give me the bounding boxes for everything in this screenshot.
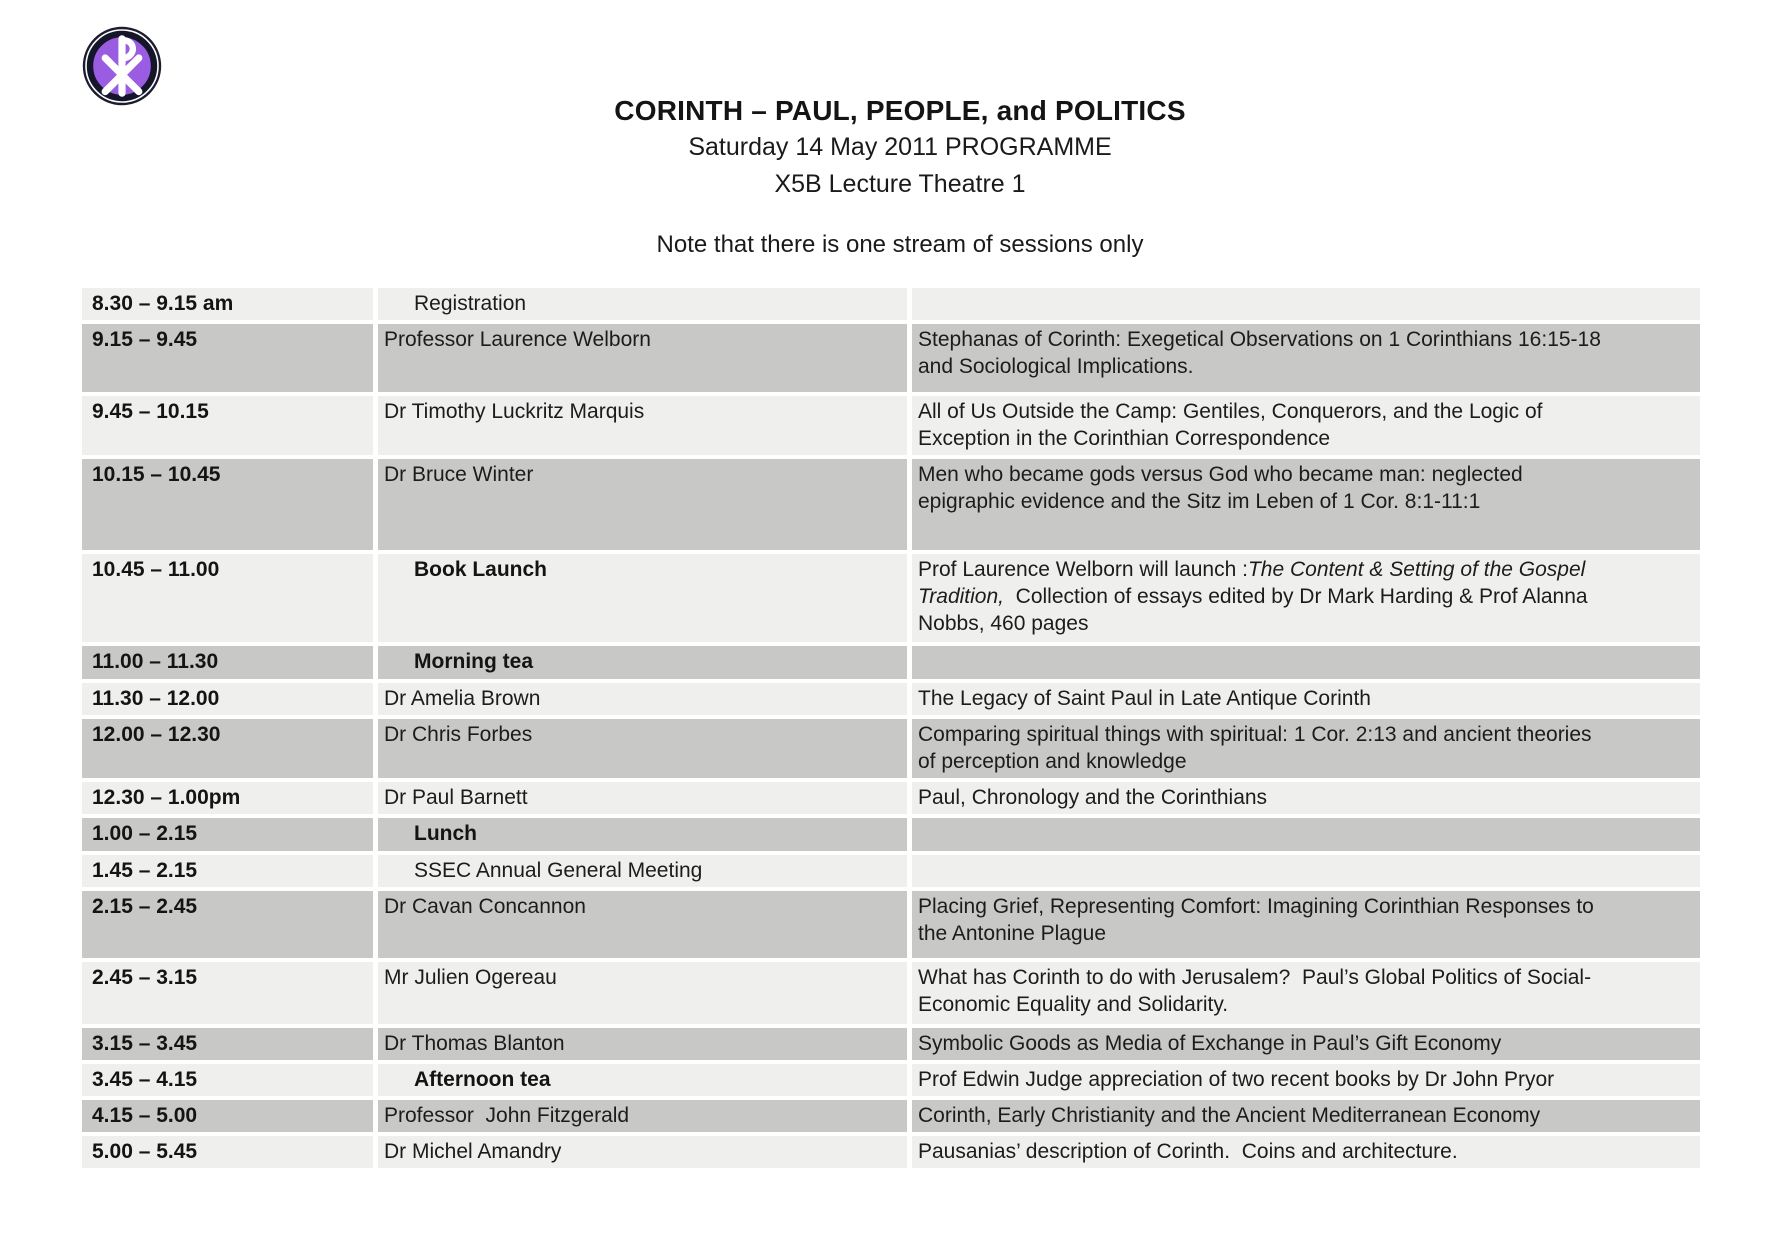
table-row (82, 962, 1700, 1024)
table-row (82, 683, 1700, 715)
title-cell (912, 396, 1700, 455)
table-row (82, 782, 1700, 814)
time-cell: 2.15 – 2.45 (82, 891, 373, 958)
title-text: Pausanias’ description of Corinth. Coins and architecture. (918, 1140, 1458, 1163)
speaker-cell: SSEC Annual General Meeting (378, 855, 907, 887)
title-text: The Legacy of Saint Paul in Late Antique Corinth (918, 687, 1371, 710)
stream-note: Note that there is one stream of sessions only (656, 231, 1144, 258)
header (10, 92, 1779, 203)
title-text: Exception in the Corinthian Correspondence (918, 427, 1331, 450)
speaker-cell: Dr Bruce Winter (378, 459, 907, 550)
table-row (82, 1136, 1700, 1168)
title-cell (912, 1028, 1700, 1060)
time-cell: 11.30 – 12.00 (82, 683, 373, 715)
table-row (82, 324, 1700, 392)
title-cell (912, 1100, 1700, 1132)
table-row (82, 1028, 1700, 1060)
table-row (82, 288, 1700, 320)
speaker-cell: Mr Julien Ogereau (378, 962, 907, 1024)
speaker-cell: Book Launch (378, 554, 907, 642)
speaker-cell: Professor John Fitzgerald (378, 1100, 907, 1132)
time-cell: 9.45 – 10.15 (82, 396, 373, 455)
title-text: the Antonine Plague (918, 922, 1106, 945)
title-text: Placing Grief, Representing Comfort: Imagining Corinthian Responses to (918, 895, 1594, 918)
title-cell (912, 1136, 1700, 1168)
table-row (82, 459, 1700, 550)
title-cell (912, 962, 1700, 1024)
speaker-cell: Dr Thomas Blanton (378, 1028, 907, 1060)
speaker-cell: Dr Cavan Concannon (378, 891, 907, 958)
time-cell: 4.15 – 5.00 (82, 1100, 373, 1132)
table-row (82, 1100, 1700, 1132)
title-cell (912, 683, 1700, 715)
time-cell: 1.00 – 2.15 (82, 818, 373, 851)
table-row (82, 818, 1700, 851)
speaker-cell: Afternoon tea (378, 1064, 907, 1096)
title-cell (912, 459, 1700, 550)
time-cell: 3.15 – 3.45 (82, 1028, 373, 1060)
title-cell (912, 646, 1700, 679)
title-cell (912, 324, 1700, 392)
time-cell: 12.00 – 12.30 (82, 719, 373, 778)
title-cell (912, 719, 1700, 778)
title-text: Comparing spiritual things with spiritual: 1 Cor. 2:13 and ancient theories (918, 723, 1592, 746)
speaker-cell: Dr Amelia Brown (378, 683, 907, 715)
title-cell (912, 554, 1700, 642)
title-cell (912, 891, 1700, 958)
title-cell (912, 1064, 1700, 1096)
time-cell: 1.45 – 2.15 (82, 855, 373, 887)
title-cell (912, 288, 1700, 320)
title-text: Corinth, Early Christianity and the Ancient Mediterranean Economy (918, 1104, 1541, 1127)
table-row (82, 855, 1700, 887)
speaker-cell: Professor Laurence Welborn (378, 324, 907, 392)
title-text: Collection of essays edited by Dr Mark Harding & Prof Alanna (1003, 585, 1588, 608)
venue-line: X5B Lecture Theatre 1 (774, 170, 1026, 198)
page-title: CORINTH – PAUL, PEOPLE, and POLITICS (614, 95, 1186, 126)
table-row (82, 719, 1700, 778)
speaker-cell: Dr Paul Barnett (378, 782, 907, 814)
time-cell: 2.45 – 3.15 (82, 962, 373, 1024)
speaker-cell: Dr Timothy Luckritz Marquis (378, 396, 907, 455)
title-text: Nobbs, 460 pages (918, 612, 1089, 635)
title-text: Men who became gods versus God who became man: neglected (918, 463, 1523, 486)
title-cell (912, 855, 1700, 887)
date-line: Saturday 14 May 2011 PROGRAMME (688, 133, 1112, 161)
title-text: of perception and knowledge (918, 750, 1187, 773)
title-text: Stephanas of Corinth: Exegetical Observations on 1 Corinthians 16:15-18 (918, 328, 1601, 351)
time-cell: 12.30 – 1.00pm (82, 782, 373, 814)
title-text: Prof Edwin Judge appreciation of two recent books by Dr John Pryor (918, 1068, 1555, 1091)
table-row (82, 554, 1700, 642)
title-text: The Content & Setting of the Gospel (1247, 558, 1586, 581)
title-text: All of Us Outside the Camp: Gentiles, Conquerors, and the Logic of (918, 400, 1543, 423)
title-text: Prof Laurence Welborn will launch : (918, 558, 1248, 581)
time-cell: 8.30 – 9.15 am (82, 288, 373, 320)
time-cell: 3.45 – 4.15 (82, 1064, 373, 1096)
speaker-cell: Dr Michel Amandry (378, 1136, 907, 1168)
title-text: epigraphic evidence and the Sitz im Leben of 1 Cor. 8:1-11:1 (918, 490, 1481, 513)
time-cell: 5.00 – 5.45 (82, 1136, 373, 1168)
title-text: Symbolic Goods as Media of Exchange in Paul’s Gift Economy (918, 1032, 1502, 1055)
title-text: Economic Equality and Solidarity. (918, 993, 1229, 1016)
time-cell: 9.15 – 9.45 (82, 324, 373, 392)
speaker-cell: Dr Chris Forbes (378, 719, 907, 778)
speaker-cell: Registration (378, 288, 907, 320)
speaker-cell: Morning tea (378, 646, 907, 679)
title-text: What has Corinth to do with Jerusalem? Paul’s Global Politics of Social- (918, 966, 1592, 989)
table-row (82, 891, 1700, 958)
speaker-cell: Lunch (378, 818, 907, 851)
title-text: Paul, Chronology and the Corinthians (918, 786, 1268, 809)
title-cell (912, 818, 1700, 851)
table-row (82, 396, 1700, 455)
title-text: Tradition, (918, 585, 1004, 608)
table-row (82, 646, 1700, 679)
schedule-table (82, 288, 1700, 1172)
title-text: and Sociological Implications. (918, 355, 1194, 378)
table-row (82, 1064, 1700, 1096)
time-cell: 10.45 – 11.00 (82, 554, 373, 642)
title-cell (912, 782, 1700, 814)
time-cell: 11.00 – 11.30 (82, 646, 373, 679)
time-cell: 10.15 – 10.45 (82, 459, 373, 550)
